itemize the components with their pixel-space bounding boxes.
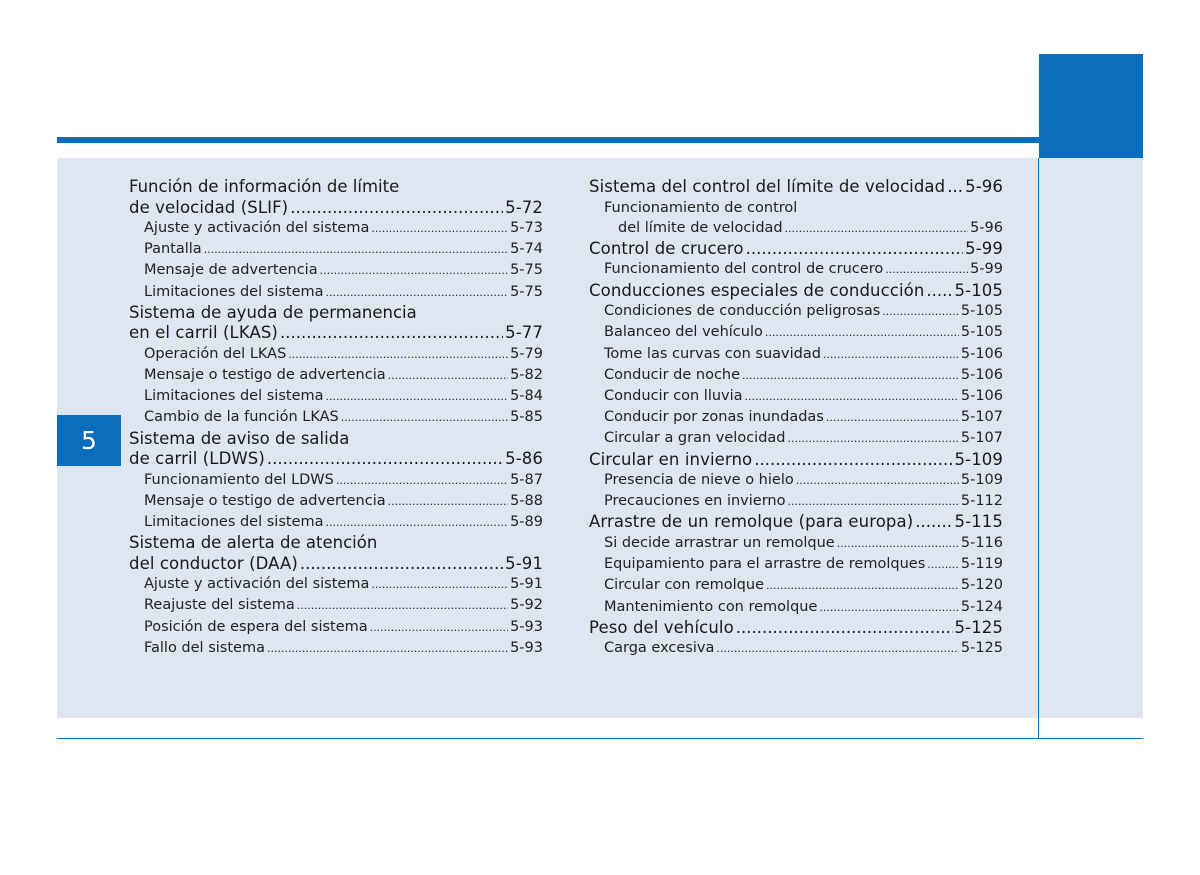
toc-subsection-entry[interactable]: [144, 407, 543, 428]
toc-column-left: [129, 177, 543, 659]
toc-dot-leader: [796, 471, 959, 491]
toc-subsection-entry[interactable]: [604, 638, 1003, 659]
toc-page-number: 5-87: [510, 471, 543, 488]
toc-dot-leader: [766, 576, 959, 596]
toc-dot-leader: [837, 534, 959, 554]
toc-page-number: 5-91: [510, 576, 543, 593]
toc-subsection-entry[interactable]: [604, 428, 1003, 449]
toc-dot-leader: [267, 449, 503, 470]
toc-page-number: 5-116: [960, 534, 1003, 551]
toc-entry-title: Sistema del control del límite de velocidad: [589, 177, 946, 196]
toc-dot-leader: [787, 492, 958, 512]
toc-dot-leader: [787, 429, 958, 449]
toc-entry-title: Balanceo del vehículo: [604, 324, 763, 341]
toc-page-number: 5-85: [510, 409, 543, 426]
toc-subsection-entry[interactable]: [144, 282, 543, 303]
toc-page-number: 5-77: [505, 323, 543, 343]
toc-subsection-entry[interactable]: [604, 407, 1003, 428]
toc-entry-title: Conducir de noche: [604, 366, 741, 383]
toc-dot-leader: [745, 387, 959, 407]
toc-entry-heading-line: Sistema de alerta de atención: [129, 533, 378, 553]
toc-page-number: 5-119: [960, 556, 1003, 573]
toc-page-number: 5-107: [960, 409, 1003, 426]
toc-subsection-entry[interactable]: [604, 491, 1003, 512]
toc-page-number: 5-105: [960, 303, 1003, 320]
toc-page-number: 5-125: [960, 640, 1003, 657]
toc-page-number: 5-91: [505, 553, 543, 573]
toc-entry-title: Circular a gran velocidad: [604, 430, 786, 447]
toc-section-entry[interactable]: [589, 512, 1003, 533]
toc-subsection-entry[interactable]: [604, 470, 1003, 491]
toc-page-number: 5-99: [970, 261, 1003, 278]
toc-subsection-entry[interactable]: [604, 533, 1003, 554]
toc-entry-title: Posición de espera del sistema: [144, 618, 368, 635]
header-rule: [57, 137, 1085, 143]
toc-dot-leader: [716, 639, 959, 659]
toc-dot-leader: [819, 598, 958, 618]
toc-page-number: 5-74: [510, 241, 543, 258]
toc-subsection-entry[interactable]: [144, 260, 543, 281]
toc-column-right: [589, 177, 1003, 659]
toc-subsection-entry[interactable]: [604, 554, 1003, 575]
toc-entry-title: Circular en invierno: [589, 449, 753, 469]
toc-dot-leader: [388, 492, 508, 512]
toc-dot-leader: [388, 366, 508, 386]
toc-dot-leader: [326, 283, 509, 303]
toc-entry-title: Si decide arrastrar un remolque: [604, 534, 835, 551]
toc-dot-leader: [915, 512, 952, 533]
toc-subsection-entry[interactable]: [604, 597, 1003, 618]
toc-subsection-entry[interactable]: [604, 344, 1003, 365]
toc-entry-title: Fallo del sistema: [144, 639, 265, 656]
toc-dot-leader: [885, 260, 968, 280]
toc-page-number: 5-92: [510, 597, 543, 614]
toc-entry-title: Tome las curvas con suavidad: [604, 345, 821, 362]
toc-page-number: 5-115: [954, 512, 1003, 532]
toc-subsection-entry[interactable]: [604, 386, 1003, 407]
toc-entry-title: Reajuste del sistema: [144, 597, 295, 614]
toc-section-entry[interactable]: [589, 281, 1003, 302]
toc-page-number: 5-72: [505, 197, 543, 217]
toc-section-entry[interactable]: [589, 177, 1003, 198]
toc-subsection-entry[interactable]: [604, 575, 1003, 596]
toc-entry-title: Peso del vehículo: [589, 617, 734, 637]
margin-divider: [1038, 158, 1039, 738]
toc-page-number: 5-106: [960, 366, 1003, 383]
toc-entry-title: Conducciones especiales de conducción: [589, 280, 925, 300]
toc-dot-leader: [754, 450, 952, 471]
toc-subsection-entry[interactable]: [144, 638, 543, 659]
toc-dot-leader: [785, 219, 968, 239]
toc-entry-title: de carril (LDWS): [129, 449, 265, 469]
toc-page-number: 5-109: [954, 449, 1003, 469]
toc-dot-leader: [742, 366, 959, 386]
toc-dot-leader: [746, 239, 964, 260]
toc-dot-leader: [823, 345, 959, 365]
toc-dot-leader: [267, 639, 508, 659]
toc-dot-leader: [736, 618, 953, 639]
toc-page-number: 5-109: [960, 472, 1003, 489]
toc-section-entry[interactable]: [129, 554, 543, 575]
toc-subsection-entry[interactable]: [144, 574, 543, 595]
toc-entry-title: Ajuste y activación del sistema: [144, 576, 370, 593]
toc-dot-leader: [371, 575, 508, 595]
toc-entry-title: Mensaje de advertencia: [144, 262, 318, 279]
toc-entry-title: Limitaciones del sistema: [144, 388, 324, 405]
toc-entry-title: Operación del LKAS: [144, 345, 287, 362]
toc-entry-title: Ajuste y activación del sistema: [144, 220, 370, 236]
toc-subsection-entry[interactable]: [144, 218, 543, 239]
footer-rule: [57, 738, 1143, 739]
toc-page-number: 5-73: [510, 220, 543, 236]
toc-dot-leader: [326, 513, 509, 533]
toc-page-number: 5-107: [960, 430, 1003, 447]
toc-page-number: 5-89: [510, 514, 543, 531]
toc-section-entry[interactable]: [589, 618, 1003, 639]
toc-page-number: 5-88: [510, 492, 543, 509]
toc-entry-title: Mensaje o testigo de advertencia: [144, 367, 386, 384]
toc-entry-title: Funcionamiento del control de crucero: [604, 261, 884, 278]
toc-subsection-entry[interactable]: [144, 595, 543, 616]
toc-dot-leader: [341, 408, 508, 428]
toc-subsection-entry[interactable]: [144, 470, 543, 491]
toc-entry-title: Mensaje o testigo de advertencia: [144, 492, 386, 509]
toc-page-number: 5-79: [510, 345, 543, 362]
toc-subsection-entry[interactable]: [604, 322, 1003, 343]
toc-dot-leader: [336, 471, 508, 491]
toc-dot-leader: [371, 219, 508, 239]
toc-page-number: 5-120: [960, 577, 1003, 594]
toc-page-number: 5-96: [965, 177, 1003, 196]
chapter-tab: 5: [57, 415, 121, 466]
toc-entry-title: Cambio de la función LKAS: [144, 409, 339, 426]
toc-subsection-entry[interactable]: [144, 344, 543, 365]
toc-section-entry[interactable]: [589, 239, 1003, 260]
toc-page-number: 5-96: [970, 219, 1003, 236]
toc-entry-title: Conducir por zonas inundadas: [604, 409, 824, 426]
toc-dot-leader: [320, 261, 508, 281]
toc-subsection-entry[interactable]: [604, 259, 1003, 280]
toc-subsection-entry[interactable]: [144, 491, 543, 512]
toc-subsection-entry[interactable]: [144, 512, 543, 533]
toc-entry-title: Arrastre de un remolque (para europa): [589, 512, 914, 532]
toc-section-entry[interactable]: [589, 450, 1003, 471]
toc-subsection-entry[interactable]: [604, 365, 1003, 386]
toc-dot-leader: [882, 302, 959, 322]
toc-subsection-entry[interactable]: [618, 218, 1003, 239]
toc-section-entry[interactable]: [129, 449, 543, 470]
toc-dot-leader: [297, 596, 508, 616]
toc-dot-leader: [370, 618, 508, 638]
toc-subsection-entry[interactable]: [144, 617, 543, 638]
toc-subsection-entry[interactable]: [144, 239, 543, 260]
toc-page-number: 5-86: [505, 449, 543, 469]
toc-entry-title: Conducir con lluvia: [604, 387, 743, 404]
toc-subsection-entry[interactable]: [604, 301, 1003, 322]
toc-entry-title: Pantalla: [144, 241, 202, 258]
toc-entry-title: Mantenimiento con remolque: [604, 598, 818, 615]
toc-page-number: 5-112: [960, 493, 1003, 510]
toc-entry-title: Carga excesiva: [604, 640, 715, 657]
toc-dot-leader: [288, 345, 508, 365]
toc-entry-title: Condiciones de conducción peligrosas: [604, 303, 881, 320]
toc-page-number: 5-105: [954, 280, 1003, 300]
toc-entry-title: Precauciones en invierno: [604, 493, 786, 510]
toc-page-number: 5-99: [965, 238, 1003, 258]
toc-entry-title: Limitaciones del sistema: [144, 283, 324, 300]
toc-entry-title: Funcionamiento del LDWS: [144, 471, 334, 488]
toc-entry-heading-line: Función de información de límite: [129, 177, 400, 196]
toc-dot-leader: [290, 198, 503, 219]
toc-page-number: 5-84: [510, 388, 543, 405]
toc-dot-leader: [947, 177, 963, 198]
toc-entry-title: del conductor (DAA): [129, 553, 298, 573]
toc-dot-leader: [826, 408, 959, 428]
toc-section-entry[interactable]: [129, 198, 543, 219]
toc-entry-heading-line: Sistema de aviso de salida: [129, 428, 350, 448]
toc-entry-title: de velocidad (SLIF): [129, 197, 289, 217]
toc-entry-title: Circular con remolque: [604, 577, 764, 594]
toc-page-number: 5-106: [960, 345, 1003, 362]
toc-subsection-entry[interactable]: [144, 365, 543, 386]
toc-entry-title: en el carril (LKAS): [129, 323, 278, 343]
toc-dot-leader: [326, 387, 509, 407]
toc-dot-leader: [927, 555, 959, 575]
toc-section-entry[interactable]: [129, 323, 543, 344]
toc-dot-leader: [300, 554, 503, 575]
toc-entry-title: Limitaciones del sistema: [144, 514, 324, 531]
toc-entry-title: Presencia de nieve o hielo: [604, 472, 794, 489]
toc-page-number: 5-124: [960, 598, 1003, 615]
toc-page-number: 5-93: [510, 618, 543, 635]
toc-dot-leader: [280, 323, 503, 344]
toc-page-number: 5-125: [954, 617, 1003, 637]
toc-subsection-entry[interactable]: [144, 386, 543, 407]
toc-dot-leader: [765, 323, 959, 343]
toc-page-number: 5-82: [510, 367, 543, 384]
toc-entry-heading-line: Funcionamiento de control: [604, 199, 798, 216]
toc-page-number: 5-105: [960, 324, 1003, 341]
toc-entry-heading-line: Sistema de ayuda de permanencia: [129, 302, 417, 322]
toc-entry-title: del límite de velocidad: [618, 219, 783, 236]
toc-dot-leader: [926, 281, 952, 302]
toc-page-number: 5-75: [510, 283, 543, 300]
toc-entry-title: Control de crucero: [589, 238, 744, 258]
toc-page-number: 5-106: [960, 387, 1003, 404]
toc-page-number: 5-75: [510, 262, 543, 279]
toc-dot-leader: [204, 240, 508, 260]
toc-page-number: 5-93: [510, 639, 543, 656]
toc-entry-title: Equipamiento para el arrastre de remolques: [604, 556, 926, 573]
